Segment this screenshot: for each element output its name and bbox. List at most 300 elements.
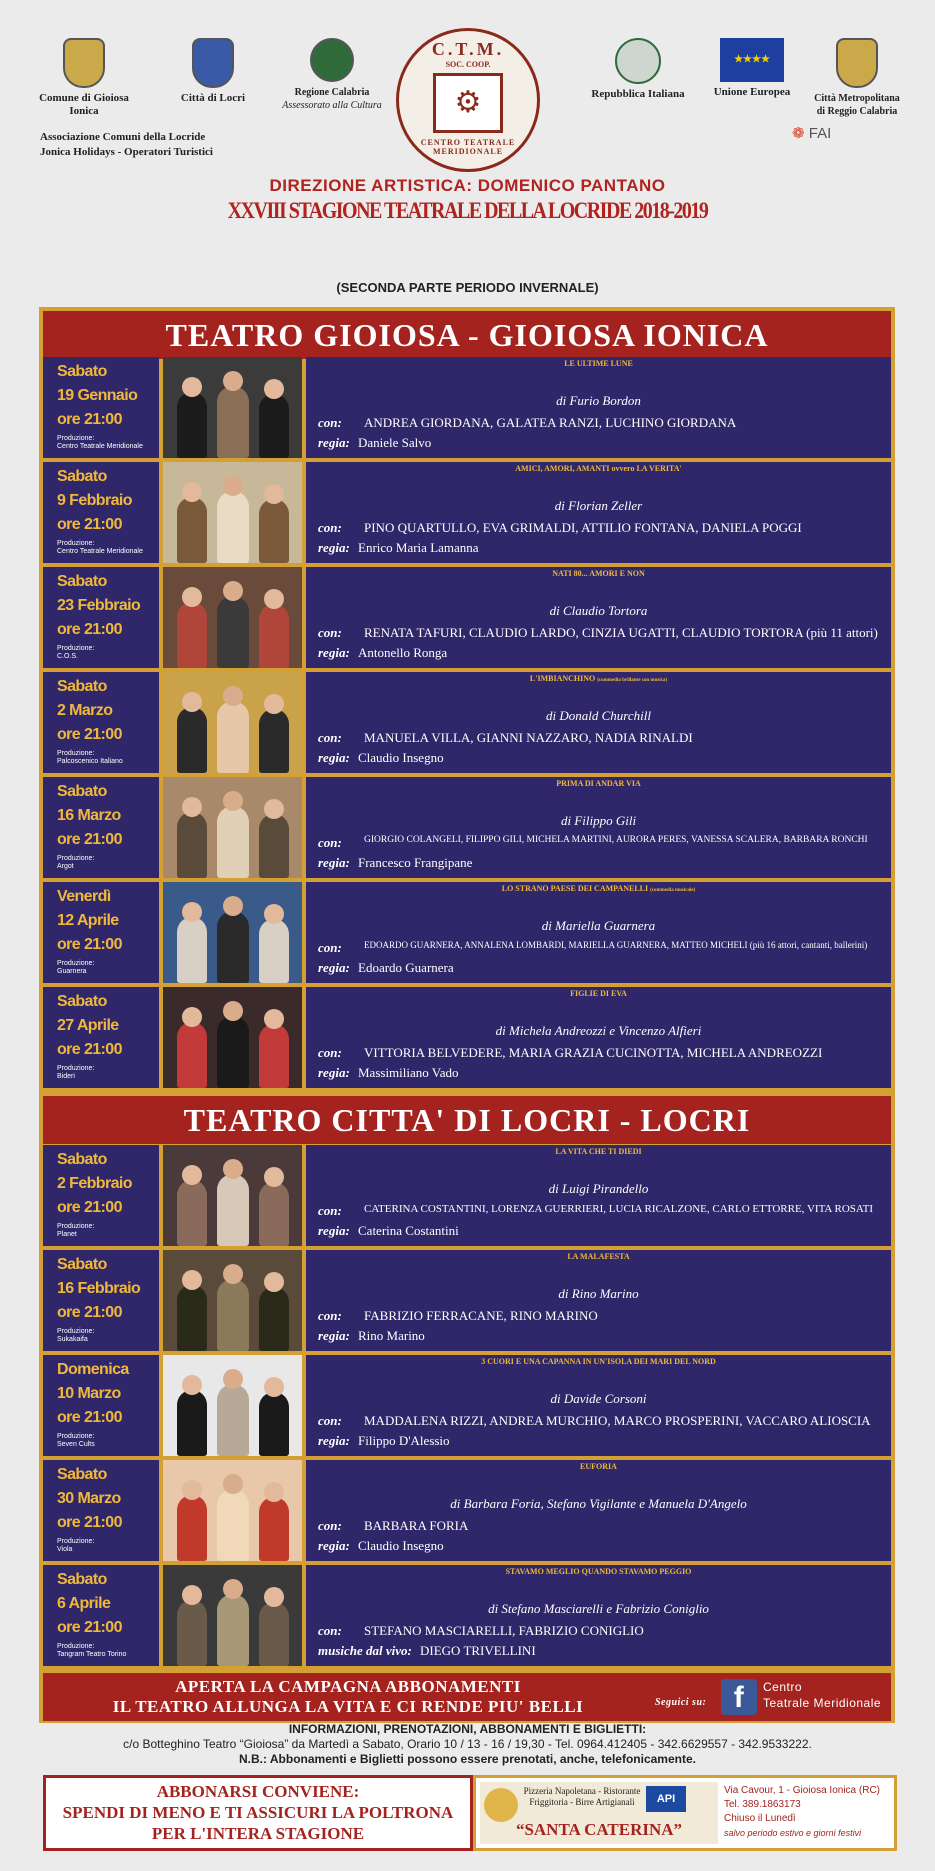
performer-head (264, 799, 284, 819)
show-producer (57, 855, 94, 871)
show-title-line (306, 1252, 891, 1261)
performer-figure (259, 1024, 289, 1088)
info-heading: INFORMAZIONI, PRENOTAZIONI, ABBONAMENTI E BIGLIETTI: (288, 1722, 647, 1736)
show-info-panel (306, 1145, 891, 1246)
show-info-panel (306, 1355, 891, 1456)
show-date-panel (43, 1460, 159, 1561)
performer-figure (259, 814, 289, 878)
show-date: 9 Febbraio (57, 492, 132, 509)
show-photo (163, 1250, 302, 1351)
association-credits (40, 130, 213, 160)
performer-figure (217, 911, 249, 983)
show-day: Sabato (57, 1466, 107, 1483)
show-director: Edoardo Guarnera (358, 960, 454, 975)
show-author: di Rino Marino (558, 1286, 639, 1301)
performer-figure (217, 701, 249, 773)
show-title-line (306, 1357, 891, 1366)
show-date: 2 Febbraio (57, 1175, 132, 1192)
assoc-line: Jonica Holidays - Operatori Turistici (40, 146, 213, 158)
performer-figure (177, 812, 207, 878)
show-photo (163, 1565, 302, 1666)
performer-head (264, 379, 284, 399)
logo-label: Comune di Gioiosa Ionica (39, 92, 129, 117)
producer-label: Produzione: (57, 435, 95, 442)
show-author: di Luigi Pirandello (548, 1181, 649, 1196)
crest-icon (836, 38, 878, 88)
cast-label: con: (318, 520, 342, 535)
performer-head (182, 587, 202, 607)
performer-head (182, 797, 202, 817)
show-title-line (306, 1567, 891, 1576)
show-title: L'IMBIANCHINO (529, 674, 598, 683)
performer-figure (217, 1279, 249, 1351)
api-badge: API (646, 1786, 686, 1812)
ctm-logo (396, 28, 540, 172)
show-info-panel (306, 672, 891, 773)
logo-sublabel: Assessorato alla Cultura (282, 100, 382, 111)
show-author: di Donald Churchill (546, 708, 651, 723)
show-row (43, 1460, 891, 1561)
show-director: Daniele Salvo (358, 435, 432, 450)
show-time: ore 21:00 (57, 1199, 122, 1216)
performer-head (182, 482, 202, 502)
producer-label: Produzione: (57, 1223, 95, 1230)
show-day: Sabato (57, 993, 107, 1010)
director-label: regia: (318, 1433, 350, 1448)
sponsor-services (522, 1786, 642, 1808)
show-title: NATI 80... AMORI E NON (552, 569, 645, 578)
show-title: LE ULTIME LUNE (564, 359, 633, 368)
director-label: regia: (318, 1538, 350, 1553)
performer-head (264, 694, 284, 714)
performer-figure (259, 1497, 289, 1561)
show-row (43, 1565, 891, 1666)
cast-label: con: (318, 625, 342, 640)
show-title-line (306, 989, 891, 998)
show-photo (163, 987, 302, 1088)
sponsor-line: Friggitoria - Birre Artigianali (529, 1797, 635, 1807)
poster-header (0, 0, 935, 190)
performer-head (223, 581, 243, 601)
show-row (43, 1250, 891, 1351)
show-info-panel (306, 357, 891, 458)
cast-label: con: (318, 1203, 342, 1218)
show-director: Claudio Insegno (358, 750, 444, 765)
show-row (43, 567, 891, 668)
show-author: di Stefano Masciarelli e Fabrizio Coniglio (488, 1601, 709, 1616)
facebook-page-name[interactable] (763, 1679, 881, 1711)
show-director: Claudio Insegno (358, 1538, 444, 1553)
show-author: di Mariella Guarnera (541, 918, 656, 933)
show-date: 2 Marzo (57, 702, 113, 719)
director-label: regia: (318, 435, 350, 450)
show-producer (57, 1223, 94, 1239)
performer-head (264, 1377, 284, 1397)
region-emblem-icon (310, 38, 354, 82)
sponsor-phone[interactable]: Tel. 389.1863173 (724, 1799, 801, 1810)
show-day: Domenica (57, 1361, 129, 1378)
performer-head (182, 1165, 202, 1185)
producer-label: Produzione: (57, 855, 95, 862)
show-author: di Barbara Foria, Stefano Vigilante e Manuela D'Angelo (450, 1496, 747, 1511)
performer-figure (217, 1489, 249, 1561)
sponsor-address: Via Cavour, 1 - Gioiosa Ionica (RC) (724, 1785, 880, 1796)
producer-label: Produzione: (57, 750, 95, 757)
campaign-line-1: APERTA LA CAMPAGNA ABBONAMENTI (175, 1677, 521, 1696)
performer-head (182, 1480, 202, 1500)
show-day: Sabato (57, 1151, 107, 1168)
cast-label: con: (318, 1518, 342, 1533)
show-cast: MANUELA VILLA, GIANNI NAZZARO, NADIA RINALDI (364, 730, 693, 745)
show-title: FIGLIE DI EVA (570, 989, 627, 998)
show-producer (57, 1433, 95, 1449)
show-day: Sabato (57, 678, 107, 695)
cast-label: con: (318, 1413, 342, 1428)
show-row (43, 987, 891, 1088)
show-date-panel (43, 462, 159, 563)
show-time: ore 21:00 (57, 936, 122, 953)
producer-label: Produzione: (57, 1433, 95, 1440)
logo-label: Città Metropolitana di Reggio Calabria (814, 93, 900, 117)
show-date-panel (43, 1145, 159, 1246)
show-title-line (306, 1147, 891, 1156)
director-label: regia: (318, 855, 350, 870)
show-cast: GIORGIO COLANGELI, FILIPPO GILI, MICHELA MARTINI, AURORA PERES, VANESSA SCALERA, BARBARA RONCHI (364, 835, 868, 845)
performer-head (182, 692, 202, 712)
producer-label: Produzione: (57, 1643, 95, 1650)
logo-label: Unione Europea (713, 86, 791, 98)
poster-subtitle: (SECONDA PARTE PERIODO INVERNALE) (336, 280, 599, 295)
performer-head (223, 896, 243, 916)
subscription-line: ABBONARSI CONVIENE: (156, 1782, 360, 1801)
show-row (43, 357, 891, 458)
show-author: di Michela Andreozzi e Vincenzo Alfieri (495, 1023, 702, 1038)
show-time: ore 21:00 (57, 1409, 122, 1426)
performer-figure (259, 1602, 289, 1666)
performer-head (223, 1159, 243, 1179)
show-info-panel (306, 1460, 891, 1561)
performer-head (223, 791, 243, 811)
ctm-coop: SOC. COOP. (445, 60, 491, 69)
show-date: 6 Aprile (57, 1595, 111, 1612)
director-label: regia: (318, 1223, 350, 1238)
show-photo (163, 1355, 302, 1456)
producer-name: Guarnera (57, 968, 87, 975)
cast-label: con: (318, 835, 342, 850)
performer-head (182, 1270, 202, 1290)
show-date-panel (43, 567, 159, 668)
producer-label: Produzione: (57, 1538, 95, 1545)
show-date: 30 Marzo (57, 1490, 121, 1507)
show-cast: CATERINA COSTANTINI, LORENZA GUERRIERI, LUCIA RICALZONE, CARLO ETTORRE, VITA ROSATI (364, 1203, 874, 1215)
show-day: Sabato (57, 1256, 107, 1273)
show-producer (57, 1643, 126, 1659)
performer-figure (177, 1180, 207, 1246)
producer-label: Produzione: (57, 1065, 95, 1072)
show-date-panel (43, 1355, 159, 1456)
show-day: Sabato (57, 783, 107, 800)
show-time: ore 21:00 (57, 1304, 122, 1321)
show-producer (57, 1065, 94, 1081)
show-time: ore 21:00 (57, 621, 122, 638)
artistic-direction: DIREZIONE ARTISTICA: DOMENICO PANTANO (269, 176, 666, 195)
citta-locri-logo (168, 38, 258, 105)
crest-icon (63, 38, 105, 88)
repubblica-logo (588, 38, 688, 101)
show-cast: ANDREA GIORDANA, GALATEA RANZI, LUCHINO GIORDANA (364, 415, 737, 430)
show-cast: STEFANO MASCIARELLI, FABRIZIO CONIGLIO (364, 1623, 644, 1638)
performer-head (264, 1587, 284, 1607)
show-producer (57, 1538, 94, 1554)
show-info-panel (306, 882, 891, 983)
show-director: Massimiliano Vado (358, 1065, 459, 1080)
show-title-line (306, 569, 891, 578)
show-genre: (commedia musicale) (650, 888, 696, 893)
producer-name: Planet (57, 1231, 77, 1238)
show-title: LA VITA CHE TI DIEDI (555, 1147, 642, 1156)
citta-metropolitana-logo (812, 38, 902, 118)
subscription-campaign-bar (43, 1673, 891, 1721)
venue-header-locri: TEATRO CITTA' DI LOCRI - LOCRI (43, 1096, 891, 1144)
regione-calabria-logo (282, 38, 382, 112)
show-title-line (306, 674, 891, 683)
producer-name: Argot (57, 863, 74, 870)
performer-figure (177, 1022, 207, 1088)
show-date: 16 Marzo (57, 807, 121, 824)
producer-label: Produzione: (57, 1328, 95, 1335)
show-cast: FABRIZIO FERRACANE, RINO MARINO (364, 1308, 598, 1323)
pizza-logo-icon (484, 1788, 518, 1822)
performer-head (223, 686, 243, 706)
sponsor-contacts (724, 1784, 880, 1840)
show-photo (163, 567, 302, 668)
show-title: PRIMA DI ANDAR VIA (556, 779, 641, 788)
producer-name: Seven Cults (57, 1441, 95, 1448)
producer-name: Centro Teatrale Meridionale (57, 548, 143, 555)
show-photo (163, 777, 302, 878)
show-info-panel (306, 777, 891, 878)
sponsor-name: “SANTA CATERINA” (515, 1820, 683, 1839)
show-row (43, 462, 891, 563)
performer-head (264, 1009, 284, 1029)
cast-label: con: (318, 1045, 342, 1060)
fai-label: FAI (808, 125, 832, 142)
performer-figure (177, 1285, 207, 1351)
performer-head (264, 1272, 284, 1292)
crest-icon (192, 38, 234, 88)
info-note: N.B.: Abbonamenti e Biglietti possono essere prenotati, anche, telefonicamente. (239, 1752, 696, 1766)
performer-head (182, 377, 202, 397)
facebook-name-line: Centro (763, 1680, 803, 1694)
show-date: 16 Febbraio (57, 1280, 141, 1297)
performer-figure (177, 392, 207, 458)
sponsor-note: salvo periodo estivo e giorni festivi (724, 1828, 862, 1838)
performer-figure (259, 1182, 289, 1246)
sponsor-box (473, 1775, 897, 1851)
subscription-box (43, 1775, 473, 1851)
show-cast: RENATA TAFURI, CLAUDIO LARDO, CINZIA UGATTI, CLAUDIO TORTORA (più 11 attori) (364, 625, 878, 640)
venue-header-gioiosa: TEATRO GIOIOSA - GIOIOSA IONICA (43, 311, 891, 359)
subscription-line: SPENDI DI MENO E TI ASSICURI LA POLTRONA (62, 1803, 454, 1822)
show-cast: PINO QUARTULLO, EVA GRIMALDI, ATTILIO FONTANA, DANIELA POGGI (364, 520, 802, 535)
producer-name: Palcoscenico Italiano (57, 758, 123, 765)
show-title-line (306, 884, 891, 893)
director-label: regia: (318, 1328, 350, 1343)
show-row (43, 672, 891, 773)
show-date-panel (43, 987, 159, 1088)
show-title-line (306, 779, 891, 788)
show-row (43, 1355, 891, 1456)
performer-head (264, 1482, 284, 1502)
producer-label: Produzione: (57, 540, 95, 547)
performer-head (223, 1579, 243, 1599)
logo-label: Città di Locri (180, 92, 246, 104)
performer-figure (259, 919, 289, 983)
show-director: Francesco Frangipane (358, 855, 473, 870)
show-title: 3 CUORI E UNA CAPANNA IN UN'ISOLA DEI MARI DEL NORD (481, 1357, 716, 1366)
sponsor-line: Pizzeria Napoletana - Ristorante (523, 1786, 641, 1796)
performer-figure (177, 1390, 207, 1456)
show-info-panel (306, 567, 891, 668)
performer-figure (259, 709, 289, 773)
fai-icon: ❁ (792, 125, 805, 142)
show-producer (57, 540, 143, 556)
director-label: regia: (318, 960, 350, 975)
info-box-office: c/o Botteghino Teatro “Gioiosa” da Martedì a Sabato, Orario 10 / 13 - 16 / 19,30 - Tel. 0964.412405 - 342.6629557 - 342.9533222. (123, 1737, 812, 1751)
cast-label: con: (318, 730, 342, 745)
facebook-icon[interactable]: f (721, 1679, 757, 1715)
show-row (43, 777, 891, 878)
performer-figure (177, 602, 207, 668)
show-director: Enrico Maria Lamanna (358, 540, 479, 555)
show-director: Caterina Costantini (358, 1223, 459, 1238)
show-info-panel (306, 1565, 891, 1666)
show-row (43, 882, 891, 983)
performer-figure (259, 394, 289, 458)
director-label: regia: (318, 645, 350, 660)
performer-figure (259, 604, 289, 668)
show-producer (57, 960, 94, 976)
performer-figure (177, 917, 207, 983)
logo-label: Repubblica Italiana (591, 88, 685, 100)
producer-label: Produzione: (57, 960, 95, 967)
show-row (43, 1145, 891, 1246)
producer-name: Centro Teatrale Meridionale (57, 443, 143, 450)
show-author: di Furio Bordon (556, 393, 641, 408)
ticket-info (0, 1722, 935, 1767)
theatre-mask-icon: ⚙ (433, 73, 503, 133)
show-title: AMICI, AMORI, AMANTI ovvero LA VERITA' (515, 464, 682, 473)
show-director: Antonello Ronga (358, 645, 448, 660)
show-time: ore 21:00 (57, 1619, 122, 1636)
show-info-panel (306, 987, 891, 1088)
eu-flag-icon: ★★★★ (720, 38, 784, 82)
show-author: di Davide Corsoni (550, 1391, 647, 1406)
show-date: 19 Gennaio (57, 387, 138, 404)
show-title: STAVAMO MEGLIO QUANDO STAVAMO PEGGIO (505, 1567, 692, 1576)
show-info-panel (306, 1250, 891, 1351)
performer-head (182, 1585, 202, 1605)
show-title-line (306, 359, 891, 368)
performer-figure (217, 1174, 249, 1246)
director-label: regia: (318, 750, 350, 765)
show-date-panel (43, 672, 159, 773)
performer-figure (177, 1600, 207, 1666)
director-label: regia: (318, 540, 350, 555)
show-date-panel (43, 882, 159, 983)
sponsor-banner (480, 1782, 718, 1844)
performer-figure (217, 491, 249, 563)
show-cast: MADDALENA RIZZI, ANDREA MURCHIO, MARCO PROSPERINI, VACCARO ALIOSCIA (364, 1413, 871, 1428)
unione-europea-logo (712, 38, 792, 99)
show-photo (163, 1145, 302, 1246)
performer-figure (259, 1287, 289, 1351)
performer-head (182, 1375, 202, 1395)
fai-logo (792, 124, 831, 142)
performer-head (223, 1001, 243, 1021)
performer-head (264, 589, 284, 609)
director-label: musiche dal vivo: (318, 1643, 412, 1658)
subscription-line: PER L'INTERA STAGIONE (151, 1824, 365, 1843)
show-day: Venerdì (57, 888, 111, 905)
show-photo (163, 672, 302, 773)
director-label: regia: (318, 1065, 350, 1080)
cast-label: con: (318, 1623, 342, 1638)
cast-label: con: (318, 415, 342, 430)
show-cast: BARBARA FORIA (364, 1518, 469, 1533)
cast-label: con: (318, 940, 342, 955)
emblem-icon (615, 38, 661, 84)
performer-head (223, 1264, 243, 1284)
producer-name: Viola (57, 1546, 73, 1553)
show-title: LO STRANO PAESE DEI CAMPANELLI (501, 884, 651, 893)
show-author: di Claudio Tortora (549, 603, 648, 618)
show-photo (163, 462, 302, 563)
show-date: 10 Marzo (57, 1385, 121, 1402)
poster-title: XXVIII STAGIONE TEATRALE DELLA LOCRIDE 2018-2019 (227, 198, 708, 224)
performer-head (264, 1167, 284, 1187)
show-time: ore 21:00 (57, 831, 122, 848)
ctm-ring-text: CENTRO TEATRALE MERIDIONALE (420, 138, 516, 156)
show-date-panel (43, 1565, 159, 1666)
performer-figure (217, 1384, 249, 1456)
campaign-line-2: IL TEATRO ALLUNGA LA VITA E CI RENDE PIU' BELLI (112, 1697, 584, 1716)
show-author: di Filippo Gili (560, 813, 637, 828)
sponsor-closed: Chiuso il Lunedì (724, 1813, 796, 1824)
performer-figure (217, 386, 249, 458)
performer-head (182, 1007, 202, 1027)
performer-head (182, 902, 202, 922)
show-producer (57, 435, 143, 451)
producer-label: Produzione: (57, 645, 95, 652)
performer-figure (217, 596, 249, 668)
show-producer (57, 750, 123, 766)
show-author: di Florian Zeller (554, 498, 643, 513)
comune-gioiosa-logo (34, 38, 134, 118)
show-day: Sabato (57, 468, 107, 485)
show-producer (57, 1328, 94, 1344)
producer-name: C.O.S. (57, 653, 79, 660)
cast-label: con: (318, 1308, 342, 1323)
show-producer (57, 645, 94, 661)
show-photo (163, 882, 302, 983)
show-director: Filippo D'Alessio (358, 1433, 450, 1448)
performer-figure (217, 1016, 249, 1088)
show-info-panel (306, 462, 891, 563)
show-day: Sabato (57, 1571, 107, 1588)
performer-head (223, 1369, 243, 1389)
show-title: LA MALAFESTA (567, 1252, 630, 1261)
